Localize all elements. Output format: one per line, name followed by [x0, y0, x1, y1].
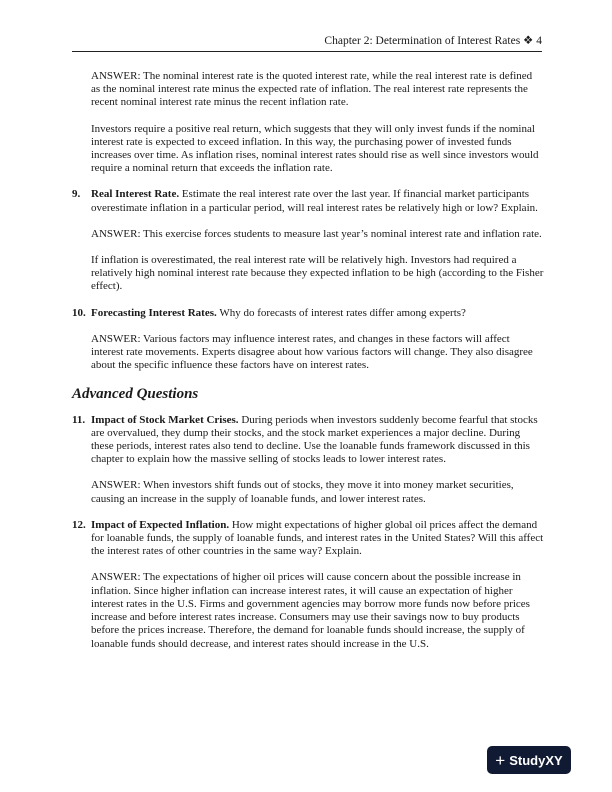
- answer-paragraph: ANSWER: This exercise forces students to measure last year’s nominal interest rate and inflation rate.: [91, 227, 542, 240]
- studyxy-watermark: [487, 746, 571, 774]
- question-number: 11.: [72, 413, 86, 426]
- question-title: Real Interest Rate.: [91, 188, 180, 201]
- plus-icon: +: [495, 750, 506, 770]
- watermark-text: StudyXY: [509, 752, 563, 768]
- intro-answer-2: Investors require a positive real return, which suggests that they will only invest funds if the nominal interest rate is expected to exceed inflation. In this way, the purchasing power of invested funds increases over time. As inflation rises, nominal interest rates should rise as well since investors would require a nominal return that exceeds the inflation rate.: [91, 122, 539, 175]
- question-number: 12.: [72, 518, 86, 531]
- question-10: [72, 307, 544, 373]
- answer-paragraph: If inflation is overestimated, the real interest rate will be relatively high. Investors had required a relatively high nominal interest rate because they expected inflation to be high (according to the Fisher effect).: [91, 254, 544, 293]
- question-text: During periods when investors suddenly become fearful that stocks are overvalued, they dump their stocks, and the stock market experiences a major decline. During these periods, interest rates also tend to decline. Use the loanable funds framework discussed in this chapter to explain how the massive selling of stocks leads to lower interest rates.: [91, 413, 538, 466]
- intro-answer-1: ANSWER: The nominal interest rate is the quoted interest rate, while the real interest rate is defined as the nominal interest rate minus the expected rate of inflation. The real interest rate represents the recent nominal interest rate minus the recent inflation rate.: [91, 70, 533, 109]
- answer-paragraph: ANSWER: When investors shift funds out of stocks, they move it into money market securities, causing an increase in the supply of loanable funds, and lower interest rates.: [91, 479, 514, 505]
- question-title: Impact of Expected Inflation.: [91, 518, 230, 531]
- question-11: [72, 414, 544, 506]
- question-12: [72, 519, 544, 651]
- section-heading: Advanced Questions: [72, 386, 199, 403]
- question-9: [72, 188, 544, 293]
- question-number: 10.: [72, 306, 86, 319]
- question-number: 9.: [72, 188, 81, 201]
- question-text: Estimate the real interest rate over the last year. If financial market participants overestimate inflation in a particular period, will real interest rates be relatively high or low? Explain.: [91, 188, 538, 214]
- question-title: Forecasting Interest Rates.: [91, 306, 217, 319]
- page-header: [72, 34, 542, 52]
- question-text: How might expectations of higher global oil prices affect the demand for loanable funds, the supply of loanable funds, and interest rates in the United States? Will this affect the interest rates of other countries in the same way? Explain.: [91, 518, 544, 558]
- question-text: Why do forecasts of interest rates differ among experts?: [216, 306, 466, 319]
- page-content: [72, 70, 544, 664]
- running-title: Chapter 2: Determination of Interest Rates ❖ 4: [324, 35, 542, 47]
- answer-paragraph: ANSWER: The expectations of higher oil prices will cause concern about the possible increase in inflation. Since higher inflation can increase interest rates, it will cause an expectation of higher interest rates in the U.S. Firms and government agencies may borrow more funds now before prices increase and before interest rates increase. Consumers may use their savings now to buy products before the prices increase. Therefore, the demand for loanable funds should increase, the supply of loanable funds should decrease, and interest rates should increase in the U.S.: [91, 571, 530, 650]
- answer-paragraph: ANSWER: Various factors may influence interest rates, and changes in these factors will affect interest rate movements. Experts disagree about how various factors will change. They also disagree about the specific influence these factors have on interest rates.: [91, 332, 533, 372]
- question-title: Impact of Stock Market Crises.: [91, 413, 239, 426]
